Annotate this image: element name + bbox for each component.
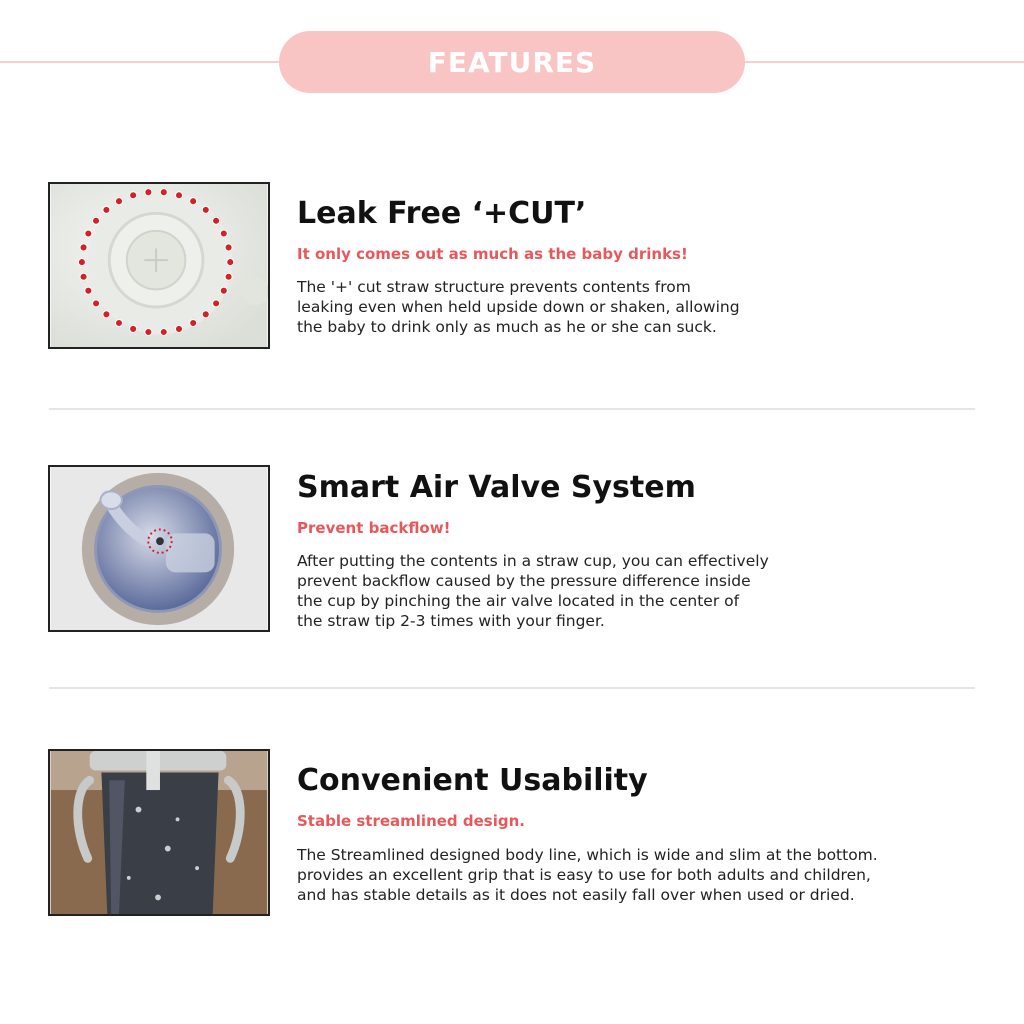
red-dot-marker — [78, 259, 85, 266]
red-dot-marker — [93, 300, 100, 307]
straw-cup-body-icon — [50, 751, 268, 914]
red-dot-marker — [202, 311, 209, 318]
feature-description — [297, 551, 769, 631]
red-dot-marker — [103, 311, 110, 318]
straw-cut-closeup-icon — [50, 184, 268, 347]
description-line: prevent backflow caused by the pressure difference inside — [297, 572, 751, 590]
description-line: the straw tip 2-3 times with your finger. — [297, 612, 605, 630]
description-line: leaking even when held upside down or shaken, allowing — [297, 298, 740, 316]
red-dot-marker — [145, 328, 152, 335]
features-title: FEATURES — [427, 45, 597, 79]
air-valve-lid-icon — [50, 467, 268, 630]
red-dot-marker — [175, 192, 182, 199]
red-dot-marker — [85, 287, 92, 294]
feature-subtitle: Prevent backflow! — [297, 519, 451, 537]
section-divider — [49, 687, 975, 689]
description-line: After putting the contents in a straw cup, you can effectively — [297, 552, 769, 570]
red-dot-marker — [145, 189, 152, 196]
red-dot-marker — [130, 325, 137, 332]
description-line: provides an excellent grip that is easy to use for both adults and children, — [297, 866, 871, 884]
red-dot-marker — [227, 259, 234, 266]
description-line: The Streamlined designed body line, which is wide and slim at the bottom. — [297, 846, 878, 864]
red-dot-marker — [225, 273, 232, 280]
description-line: The '+' cut straw structure prevents contents from — [297, 278, 691, 296]
red-dot-marker — [115, 319, 122, 326]
features-header-pill — [279, 31, 745, 93]
red-dot-marker — [202, 206, 209, 213]
air-valve-lid-image — [48, 465, 270, 632]
feature-description — [297, 845, 878, 905]
red-dot-marker — [160, 328, 167, 335]
red-dot-marker — [190, 198, 197, 205]
description-line: and has stable details as it does not easily fall over when used or dried. — [297, 886, 855, 904]
description-line: the cup by pinching the air valve located in the center of — [297, 592, 740, 610]
red-dot-marker — [130, 192, 137, 199]
feature-title: Convenient Usability — [297, 763, 648, 798]
description-line: the baby to drink only as much as he or she can suck. — [297, 318, 717, 336]
red-dot-marker — [220, 230, 227, 237]
red-dot-marker — [160, 189, 167, 196]
red-dot-marker — [220, 287, 227, 294]
red-dot-marker — [213, 217, 220, 224]
red-dot-marker — [175, 325, 182, 332]
red-dot-marker — [80, 244, 87, 251]
feature-subtitle: It only comes out as much as the baby drinks! — [297, 245, 688, 263]
red-dot-marker — [85, 230, 92, 237]
red-dot-marker — [80, 273, 87, 280]
red-dot-marker — [190, 319, 197, 326]
feature-subtitle: Stable streamlined design. — [297, 812, 525, 830]
red-dot-marker — [115, 198, 122, 205]
feature-title: Smart Air Valve System — [297, 470, 696, 505]
red-dot-marker — [213, 300, 220, 307]
section-divider — [49, 408, 975, 410]
feature-description — [297, 277, 740, 337]
red-dot-marker — [103, 206, 110, 213]
red-dot-marker — [225, 244, 232, 251]
red-dot-marker — [93, 217, 100, 224]
feature-title: Leak Free ‘+CUT’ — [297, 196, 587, 231]
straw-cup-body-image — [48, 749, 270, 916]
straw-cut-closeup-image — [48, 182, 270, 349]
